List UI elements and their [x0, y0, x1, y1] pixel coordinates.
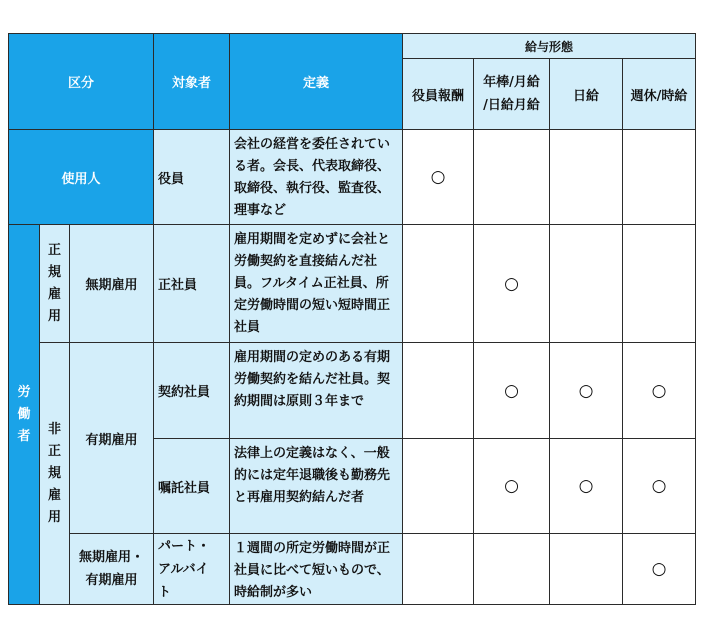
employer-label: 使用人: [9, 130, 154, 225]
regular-char: 規: [47, 264, 61, 280]
entrusted-target: 嘱託社員: [154, 439, 230, 534]
regular-group-label: [40, 225, 70, 343]
worker-char: 働: [17, 406, 31, 422]
mark-hourly-pay: [623, 130, 696, 225]
header-pay-daily: 日給: [550, 59, 623, 130]
mark-executive-pay: ○: [403, 130, 474, 225]
mark-monthly-pay: [474, 130, 550, 225]
mark-monthly-pay: ○: [474, 343, 550, 439]
mark-daily-pay: [550, 225, 623, 343]
employment-classification-table: [8, 33, 696, 605]
worker-label: [9, 225, 40, 605]
regular-employment: 無期雇用: [70, 225, 154, 343]
nonregular-char: 用: [47, 509, 61, 525]
header-pay-executive: 役員報酬: [403, 59, 474, 130]
entrusted-definition: 法律上の定義はなく、一般的には定年退職後も勤務先と再雇用契約結んだ者: [230, 439, 403, 534]
regular-definition: 雇用期間を定めずに会社と労働契約を直接結んだ社員。フルタイム正社員、所定労働時間の短い短時間正社員: [230, 225, 403, 343]
header-pay-monthly-line-1: 年棒/月給: [483, 75, 540, 90]
parttime-employment: [70, 534, 154, 605]
mark-executive-pay: [403, 343, 474, 439]
mark-executive-pay: [403, 439, 474, 534]
contract-definition: 雇用期間の定めのある有期労働契約を結んだ社員。契約期間は原則３年まで: [230, 343, 403, 439]
mark-daily-pay: ○: [550, 343, 623, 439]
nonregular-group-label: [40, 343, 70, 605]
mark-daily-pay: [550, 534, 623, 605]
mark-hourly-pay: ○: [623, 343, 696, 439]
parttime-definition: １週間の所定労働時間が正社員に比べて短いもので、時給制が多い: [230, 534, 403, 605]
nonregular-char: 正: [47, 443, 61, 459]
header-pay-forms: 給与形態: [403, 34, 696, 59]
parttime-employment-line: 有期雇用: [85, 573, 138, 588]
mark-hourly-pay: ○: [623, 534, 696, 605]
nonregular-employment: 有期雇用: [70, 343, 154, 534]
regular-char: 用: [47, 308, 61, 324]
header-definition: 定義: [230, 34, 403, 130]
regular-char: 正: [47, 242, 61, 258]
header-pay-monthly-line-2: /日給月給: [483, 98, 540, 113]
worker-char: 労: [17, 384, 31, 400]
header-pay-hourly: 週休/時給: [623, 59, 696, 130]
parttime-target-line: アルバイ: [158, 561, 209, 577]
contract-target: 契約社員: [154, 343, 230, 439]
worker-char: 者: [17, 428, 31, 444]
regular-target: 正社員: [154, 225, 230, 343]
nonregular-char: 雇: [47, 487, 61, 503]
parttime-target: [154, 534, 230, 605]
mark-daily-pay: ○: [550, 439, 623, 534]
mark-monthly-pay: [474, 534, 550, 605]
parttime-employment-line: 無期雇用・: [79, 550, 145, 565]
regular-char: 雇: [47, 286, 61, 302]
mark-monthly-pay: ○: [474, 225, 550, 343]
mark-executive-pay: [403, 534, 474, 605]
employer-definition: 会社の経営を委任されている者。会長、代表取締役、取締役、執行役、監査役、理事など: [230, 130, 403, 225]
parttime-target-line: ト: [158, 584, 172, 600]
mark-daily-pay: [550, 130, 623, 225]
mark-executive-pay: [403, 225, 474, 343]
header-target: 対象者: [154, 34, 230, 130]
nonregular-char: 非: [47, 421, 61, 437]
mark-monthly-pay: ○: [474, 439, 550, 534]
mark-hourly-pay: [623, 225, 696, 343]
employer-target: 役員: [154, 130, 230, 225]
header-category: 区分: [9, 34, 154, 130]
header-pay-monthly: [474, 59, 550, 130]
nonregular-char: 規: [47, 465, 61, 481]
parttime-target-line: パート・: [158, 538, 211, 554]
mark-hourly-pay: ○: [623, 439, 696, 534]
